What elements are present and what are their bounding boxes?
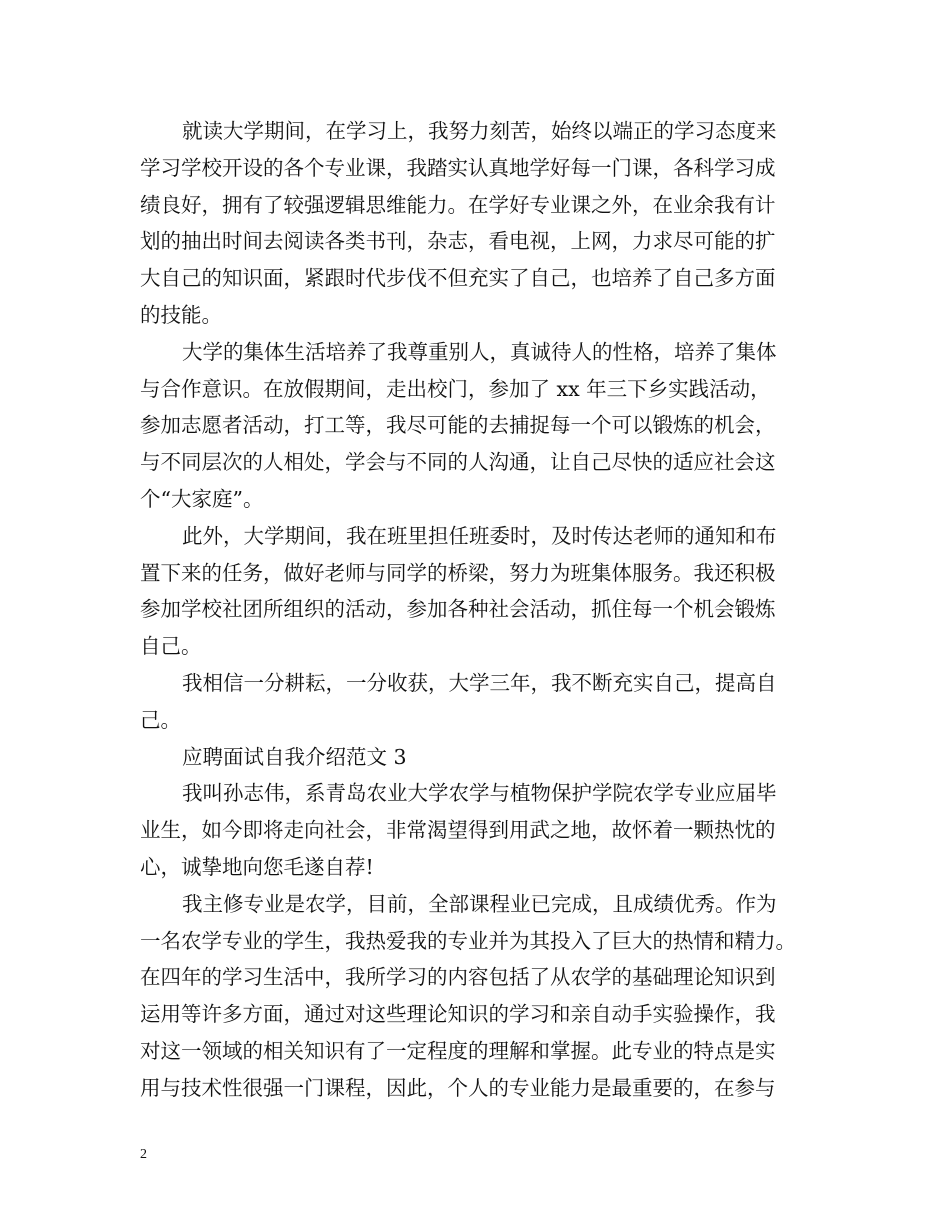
- body-text: [140, 113, 812, 1107]
- page-number: 2: [140, 1147, 147, 1162]
- text-line: 绩良好，拥有了较强逻辑思维能力。在学好专业课之外，在业余我有计: [140, 192, 776, 217]
- text-line: 业生，如今即将走向社会，非常渴望得到用武之地，故怀着一颗热忱的: [140, 818, 776, 843]
- text-line: 与合作意识。在放假期间，走出校门，参加了 xx 年三下乡实践活动，: [140, 376, 771, 401]
- text-line: 心，诚挚地向您毛遂自荐!: [140, 854, 374, 879]
- text-line: 参加学校社团所组织的活动，参加各种社会活动，抓住每一个机会锻炼: [140, 597, 776, 622]
- text-line: 我相信一分耕耘，一分收获，大学三年，我不断充实自己，提高自: [182, 670, 777, 695]
- text-line: 置下来的任务，做好老师与同学的桥梁，努力为班集体服务。我还积极: [140, 560, 776, 585]
- text-line: 的技能。: [140, 302, 222, 327]
- text-line: 大自己的知识面，紧跟时代步伐不但充实了自己，也培养了自己多方面: [140, 266, 776, 291]
- text-line: 参加志愿者活动，打工等，我尽可能的去捕捉每一个可以锻炼的机会，: [140, 413, 776, 438]
- text-line: 就读大学期间，在学习上，我努力刻苦，始终以端正的学习态度来: [182, 119, 777, 143]
- text-line: 己。: [140, 707, 181, 732]
- text-line: 在四年的学习生活中，我所学习的内容包括了从农学的基础理论知识到: [140, 965, 776, 990]
- text-line: 大学的集体生活培养了我尊重别人，真诚待人的性格，培养了集体: [182, 339, 777, 364]
- text-line: 我叫孙志伟，系青岛农业大学农学与植物保护学院农学专业应届毕: [182, 781, 777, 806]
- text-line: 用与技术性很强一门课程，因此，个人的专业能力是最重要的，在参与: [140, 1075, 776, 1100]
- text-line: 一名农学专业的学生，我热爱我的专业并为其投入了巨大的热情和精力。: [140, 928, 796, 953]
- text-line: 划的抽出时间去阅读各类书刊，杂志，看电视，上网，力求尽可能的扩: [140, 229, 776, 254]
- text-line: 运用等许多方面，通过对这些理论知识的学习和亲自动手实验操作，我: [140, 1002, 776, 1027]
- text-line: 对这一领域的相关知识有了一定程度的理解和掌握。此专业的特点是实: [140, 1038, 776, 1063]
- text-line: 此外，大学期间，我在班里担任班委时，及时传达老师的通知和布: [182, 523, 777, 548]
- text-line: 我主修专业是农学，目前，全部课程业已完成，且成绩优秀。作为: [182, 891, 777, 916]
- text-line: 个“大家庭”。: [140, 486, 264, 511]
- text-line: 与不同层次的人相处，学会与不同的人沟通，让自己尽快的适应社会这: [140, 450, 776, 475]
- text-line: 学习学校开设的各个专业课，我踏实认真地学好每一门课，各科学习成: [140, 155, 776, 180]
- text-line: 应聘面试自我介绍范文 3: [182, 744, 407, 769]
- text-line: 自己。: [140, 634, 202, 659]
